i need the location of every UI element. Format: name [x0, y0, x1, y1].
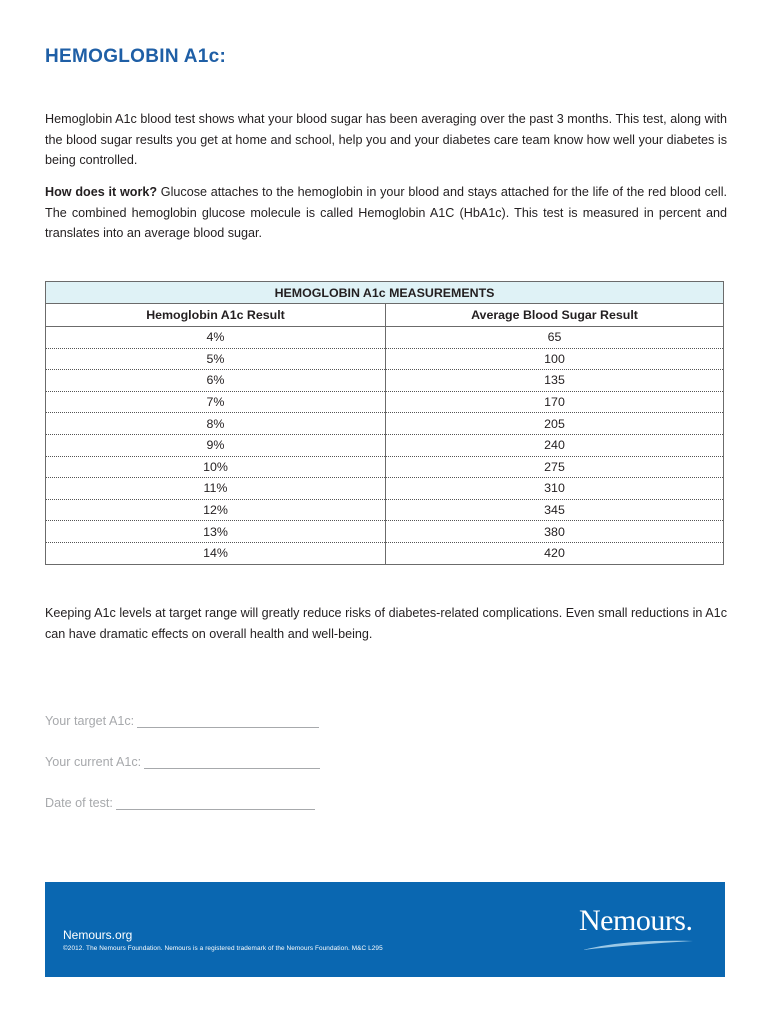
how-it-works-label: How does it work?: [45, 185, 158, 199]
closing-paragraph: Keeping A1c levels at target range will greatly reduce risks of diabetes-related complications. Even small reductions in A1c can have dramatic effects on overall health and well-being.: [45, 606, 727, 641]
blood-sugar-value-cell: 275: [386, 456, 724, 478]
current-a1c-field[interactable]: [45, 754, 320, 769]
logo-swoosh-icon: [583, 938, 695, 952]
a1c-value-cell: 12%: [46, 499, 386, 521]
website-link[interactable]: Nemours.org: [63, 928, 133, 942]
a1c-value-cell: 13%: [46, 521, 386, 543]
target-a1c-field[interactable]: [45, 713, 319, 728]
table-row: [46, 348, 724, 370]
target-a1c-label: Your target A1c:: [45, 714, 135, 728]
a1c-value-cell: 7%: [46, 391, 386, 413]
a1c-value-cell: 10%: [46, 456, 386, 478]
blood-sugar-value-cell: 170: [386, 391, 724, 413]
date-of-test-label: Date of test:: [45, 796, 113, 810]
intro-paragraph: Hemoglobin A1c blood test shows what your blood sugar has been averaging over the past 3 months. This test, along with the blood sugar results you get at home and school, help you and your diabetes care team know how well your diabetes is being controlled.: [45, 112, 727, 167]
blood-sugar-value-cell: 310: [386, 478, 724, 500]
a1c-value-cell: 9%: [46, 434, 386, 456]
nemours-logo-text: Nemours.: [579, 904, 693, 937]
table-row: [46, 478, 724, 500]
how-it-works-text: Glucose attaches to the hemoglobin in your blood and stays attached for the life of the red blood cell. The combined hemoglobin glucose molecule is called Hemoglobin A1C (HbA1c). This test is measured in percent and translates into an average blood sugar.: [45, 185, 727, 240]
column-header-blood-sugar: Average Blood Sugar Result: [386, 304, 724, 327]
a1c-value-cell: 6%: [46, 370, 386, 392]
table-row: [46, 456, 724, 478]
how-it-works-paragraph: [45, 182, 727, 244]
blood-sugar-value-cell: 135: [386, 370, 724, 392]
table-row: [46, 499, 724, 521]
table-caption: HEMOGLOBIN A1c MEASUREMENTS: [46, 282, 724, 304]
table-row: [46, 370, 724, 392]
page-title: HEMOGLOBIN A1c:: [45, 46, 227, 67]
date-of-test-blank[interactable]: [116, 795, 315, 810]
table-row: [46, 521, 724, 543]
measurements-table: [45, 281, 724, 565]
blood-sugar-value-cell: 205: [386, 413, 724, 435]
copyright-notice: ©2012. The Nemours Foundation. Nemours is a registered trademark of the Nemours Foundation. M&C L295: [63, 945, 383, 952]
a1c-value-cell: 14%: [46, 542, 386, 564]
blood-sugar-value-cell: 345: [386, 499, 724, 521]
current-a1c-label: Your current A1c:: [45, 755, 142, 769]
date-of-test-field[interactable]: [45, 795, 315, 810]
a1c-value-cell: 8%: [46, 413, 386, 435]
table-row: [46, 327, 724, 349]
blood-sugar-value-cell: 240: [386, 434, 724, 456]
blood-sugar-value-cell: 100: [386, 348, 724, 370]
column-header-a1c: Hemoglobin A1c Result: [46, 304, 386, 327]
table-row: [46, 434, 724, 456]
current-a1c-blank[interactable]: [144, 754, 320, 769]
target-a1c-blank[interactable]: [137, 713, 319, 728]
nemours-logo: [579, 904, 699, 956]
a1c-value-cell: 11%: [46, 478, 386, 500]
blood-sugar-value-cell: 420: [386, 542, 724, 564]
blood-sugar-value-cell: 65: [386, 327, 724, 349]
a1c-value-cell: 4%: [46, 327, 386, 349]
table-row: [46, 391, 724, 413]
blood-sugar-value-cell: 380: [386, 521, 724, 543]
table-row: [46, 542, 724, 564]
table-body: [46, 327, 724, 565]
a1c-value-cell: 5%: [46, 348, 386, 370]
table-row: [46, 413, 724, 435]
footer-banner: [45, 882, 725, 977]
